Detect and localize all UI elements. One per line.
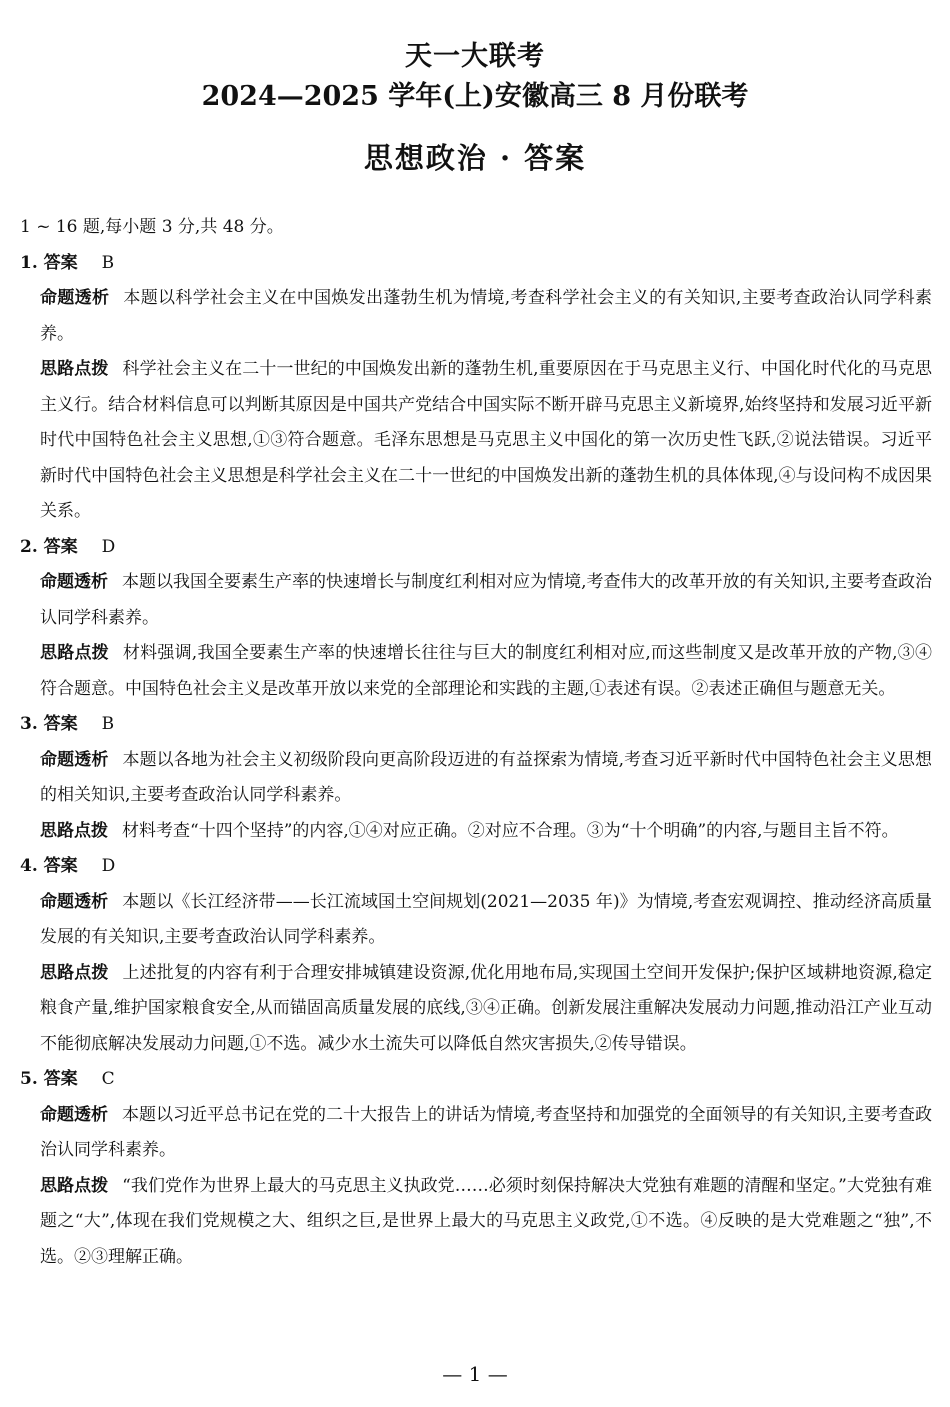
- answer-label: 答案: [43, 536, 78, 557]
- thinking-label: 思路点拨: [40, 962, 109, 983]
- answer-label: 答案: [43, 252, 78, 273]
- exam-session-title: 2024—2025 学年(上)安徽高三 8 月份联考: [201, 81, 749, 112]
- answer-value: B: [101, 714, 115, 734]
- question-2-thinking: [40, 636, 932, 707]
- answer-value: D: [101, 856, 116, 876]
- analysis-label: 命题透析: [40, 749, 109, 770]
- answer-value: D: [101, 536, 116, 557]
- answer-value: B: [101, 252, 115, 273]
- analysis-label: 命题透析: [40, 891, 109, 912]
- scoring-intro: 1 ~ 16 题,每小题 3 分,共 48 分。: [20, 217, 284, 237]
- question-3-analysis: [40, 743, 932, 814]
- analysis-label: 命题透析: [40, 572, 109, 592]
- thinking-text: 材料考查“十四个坚持”的内容,①④对应正确。②对应不合理。③为“十个明确”的内容,与题目主旨不符。: [122, 820, 899, 841]
- analysis-text: 本题以《长江经济带——长江流域国土空间规划(2021—2035 年)》为情境,考查宏观调控、推动经济高质量发展的有关知识,主要考查政治认同学科素养。: [40, 891, 932, 947]
- question-2-header: [20, 530, 932, 566]
- exam-organizer-title: 天一大联考: [405, 41, 545, 72]
- question-4-thinking: [40, 956, 932, 1063]
- thinking-text: 材料强调,我国全要素生产率的快速增长往往与巨大的制度红利相对应,而这些制度又是改革开放的产物,③④符合题意。中国特色社会主义是改革开放以来党的全部理论和实践的主题,①表述有误。②表述正确但与题意无关。: [40, 643, 932, 699]
- analysis-text: 本题以科学社会主义在中国焕发出蓬勃生机为情境,考查科学社会主义的有关知识,主要考查政治认同学科素养。: [40, 288, 933, 344]
- question-1-thinking: [40, 352, 932, 530]
- question-number: 2.: [20, 536, 38, 557]
- question-number: 5.: [20, 1069, 38, 1089]
- answer-label: 答案: [43, 1069, 78, 1089]
- question-1-header: [20, 246, 932, 282]
- question-3-header: [20, 707, 932, 743]
- question-number: 1.: [20, 252, 38, 273]
- thinking-text: 科学社会主义在二十一世纪的中国焕发出新的蓬勃生机,重要原因在于马克思主义行、中国化时代化的马克思主义行。结合材料信息可以判断其原因是中国共产党结合中国实际不断开辟马克思主义新境界,始终坚持和发展习近平新时代中国特色社会主义思想,①③符合题意。毛泽东思想是马克思主义中国化的第一次历史性飞跃,②说法错误。习近平新时代中国特色社会主义思想是科学社会主义在二十一世纪的中国焕发出新的蓬勃生机的具体体现,④与设问构不成因果关系。: [40, 359, 933, 521]
- question-3-thinking: [40, 814, 932, 850]
- answer-value: C: [101, 1069, 115, 1089]
- question-4-header: [20, 849, 932, 885]
- question-number: 3.: [20, 714, 38, 734]
- question-1-analysis: [40, 281, 932, 352]
- subject-title: 思想政治 · 答案: [363, 141, 587, 175]
- analysis-text: 本题以习近平总书记在党的二十大报告上的讲话为情境,考查坚持和加强党的全面领导的有关知识,主要考查政治认同学科素养。: [40, 1104, 932, 1160]
- answer-content: [20, 210, 932, 1275]
- analysis-text: 本题以我国全要素生产率的快速增长与制度红利相对应为情境,考查伟大的改革开放的有关知识,主要考查政治认同学科素养。: [40, 572, 932, 628]
- thinking-label: 思路点拨: [40, 643, 109, 663]
- analysis-label: 命题透析: [40, 288, 110, 308]
- thinking-text: 上述批复的内容有利于合理安排城镇建设资源,优化用地布局,实现国土空间开发保护;保护区域耕地资源,稳定粮食产量,维护国家粮食安全,从而锚固高质量发展的底线,③④正确。创新发展注重解决发展动力问题,推动沿江产业互动不能彻底解决发展动力问题,①不选。减少水土流失可以降低自然灾害损失,②传导错误。: [40, 962, 933, 1054]
- analysis-text: 本题以各地为社会主义初级阶段向更高阶段迈进的有益探索为情境,考查习近平新时代中国特色社会主义思想的相关知识,主要考查政治认同学科素养。: [40, 749, 933, 805]
- question-5-analysis: [40, 1098, 932, 1169]
- thinking-label: 思路点拨: [40, 1175, 109, 1196]
- thinking-label: 思路点拨: [40, 820, 108, 841]
- analysis-label: 命题透析: [40, 1104, 109, 1125]
- question-number: 4.: [20, 856, 38, 876]
- question-5-header: [20, 1062, 932, 1098]
- thinking-text: “我们党作为世界上最大的马克思主义执政党……必须时刻保持解决大党独有难题的清醒和坚定。”大党独有难题之“大”,体现在我们党规模之大、组织之巨,是世界上最大的马克思主义政党,①不选。④反映的是大党难题之“独”,不选。②③理解正确。: [40, 1175, 932, 1267]
- question-5-thinking: [40, 1169, 932, 1276]
- question-4-analysis: [40, 885, 932, 956]
- answer-label: 答案: [43, 714, 78, 734]
- answer-label: 答案: [43, 856, 78, 876]
- page-number: — 1 —: [442, 1362, 508, 1386]
- thinking-label: 思路点拨: [40, 359, 109, 379]
- question-2-analysis: [40, 565, 932, 636]
